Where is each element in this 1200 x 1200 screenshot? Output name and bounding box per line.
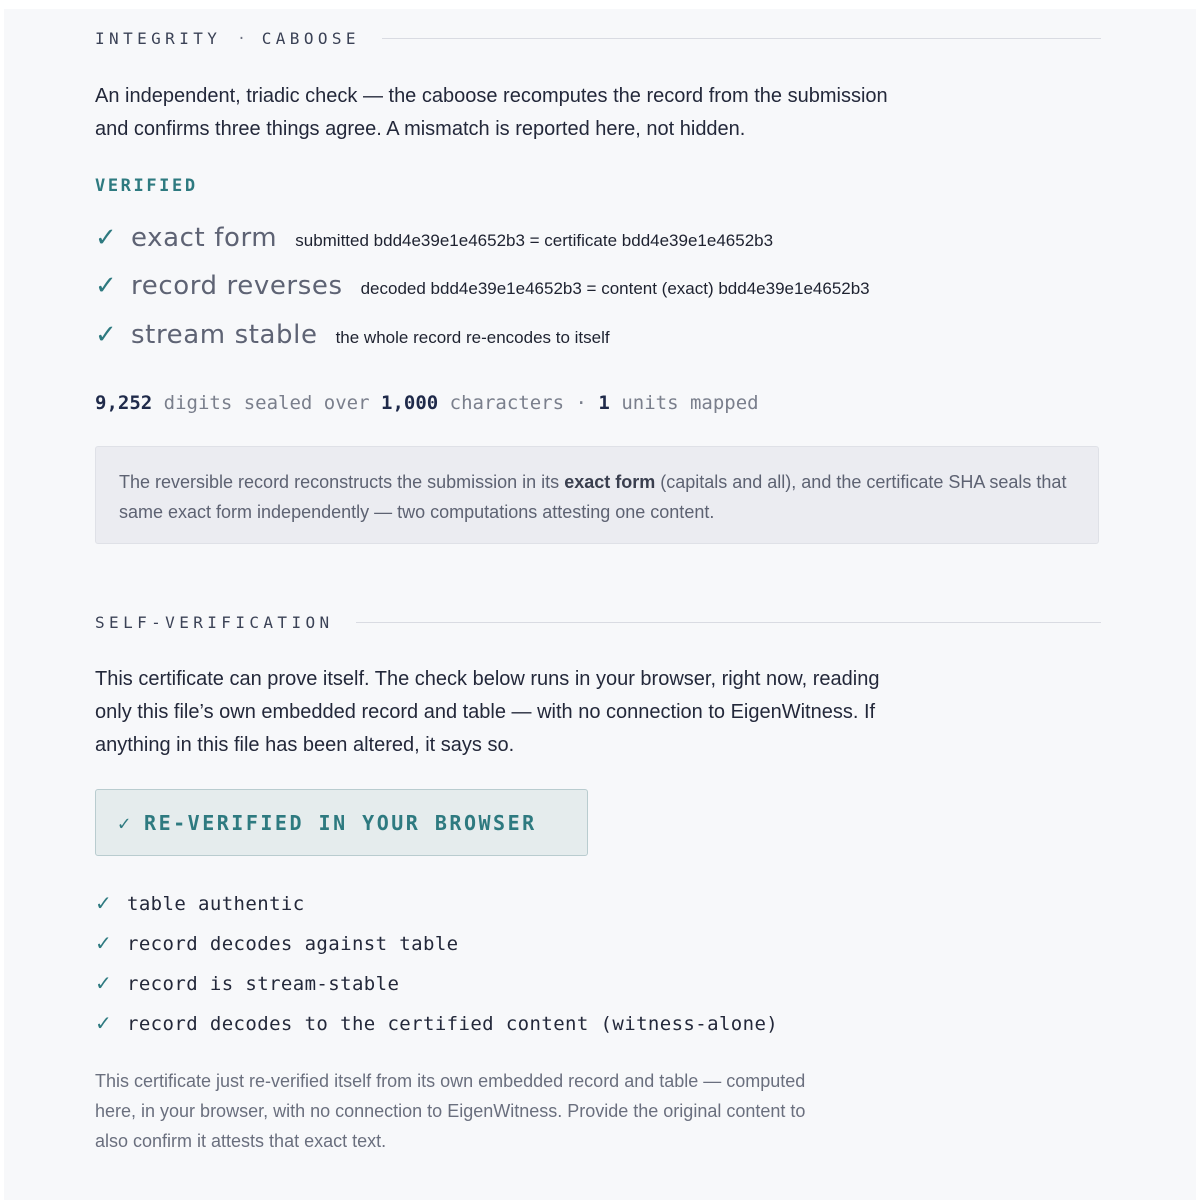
browser-check-text: record decodes to the certified content (witness-alone)	[127, 1013, 779, 1035]
check-icon: ✓	[95, 222, 117, 252]
check-name: exact form	[131, 223, 278, 253]
note-text-before: The reversible record reconstructs the submission in its	[119, 472, 565, 492]
characters-count: 1,000	[381, 392, 439, 414]
browser-check-item	[95, 931, 459, 956]
reverified-label: RE-VERIFIED IN YOUR BROWSER	[144, 810, 537, 835]
check-icon: ✓	[95, 319, 117, 349]
reverified-badge	[95, 789, 588, 856]
heading-separator: ·	[237, 30, 246, 47]
exact-form-note	[95, 446, 1099, 544]
note-emphasis: exact form	[564, 472, 656, 492]
browser-check-item	[95, 891, 305, 916]
self-verification-heading: SELF-VERIFICATION	[95, 613, 334, 632]
check-detail: the whole record re-encodes to itself	[335, 328, 610, 347]
check-detail: submitted bdd4e39e1e4652b3 = certificate bdd4e39e1e4652b3	[295, 231, 774, 250]
check-icon: ✓	[95, 1013, 112, 1035]
self-verification-section-header	[95, 613, 1101, 632]
browser-check-item	[95, 1011, 778, 1036]
check-name: record reverses	[131, 271, 343, 301]
seal-stats	[95, 392, 759, 414]
section-divider	[356, 622, 1101, 623]
units-count: 1	[598, 392, 610, 414]
self-verification-lead: This certificate can prove itself. The check below runs in your browser, right now, reading only this file’s own embedded record and table — with no connection to EigenWitness. If anything in this file has been altered, it says so.	[95, 668, 880, 756]
caboose-subheading: CABOOSE	[261, 29, 360, 48]
check-name: stream stable	[131, 320, 318, 350]
verified-status: VERIFIED	[95, 176, 198, 196]
units-label: units mapped	[621, 392, 759, 414]
self-verification-footer: This certificate just re-verified itself from its own embedded record and table — computed here, in your browser, with no connection to EigenWitness. Provide the original content to also confirm it attests that exact text.	[95, 1071, 806, 1151]
browser-check-text: record decodes against table	[127, 933, 459, 955]
characters-label: characters	[449, 392, 565, 414]
check-record-reverses	[95, 270, 870, 301]
check-icon: ✓	[118, 810, 131, 835]
check-icon: ✓	[95, 973, 112, 995]
check-icon: ✓	[95, 933, 112, 955]
note-text-after: (capitals and all), and the certificate SHA seals that same exact form independently — two computations attesting one content.	[119, 472, 1067, 522]
browser-check-item	[95, 971, 399, 996]
browser-check-text: table authentic	[127, 893, 305, 915]
check-stream-stable	[95, 319, 610, 350]
browser-check-text: record is stream-stable	[127, 973, 400, 995]
integrity-lead: An independent, triadic check — the caboose recomputes the record from the submission and confirms three things agree. A mismatch is reported here, not hidden.	[95, 85, 888, 140]
check-icon: ✓	[95, 893, 112, 915]
check-detail: decoded bdd4e39e1e4652b3 = content (exact) bdd4e39e1e4652b3	[360, 279, 870, 298]
digits-count: 9,252	[95, 392, 153, 414]
certificate-page	[4, 9, 1196, 1200]
integrity-section-header	[95, 29, 1101, 48]
check-exact-form	[95, 222, 773, 253]
digits-label: digits sealed over	[163, 392, 370, 414]
stats-separator: ·	[575, 392, 587, 414]
check-icon: ✓	[95, 270, 117, 300]
integrity-heading: INTEGRITY	[95, 29, 222, 48]
section-divider	[382, 38, 1101, 39]
